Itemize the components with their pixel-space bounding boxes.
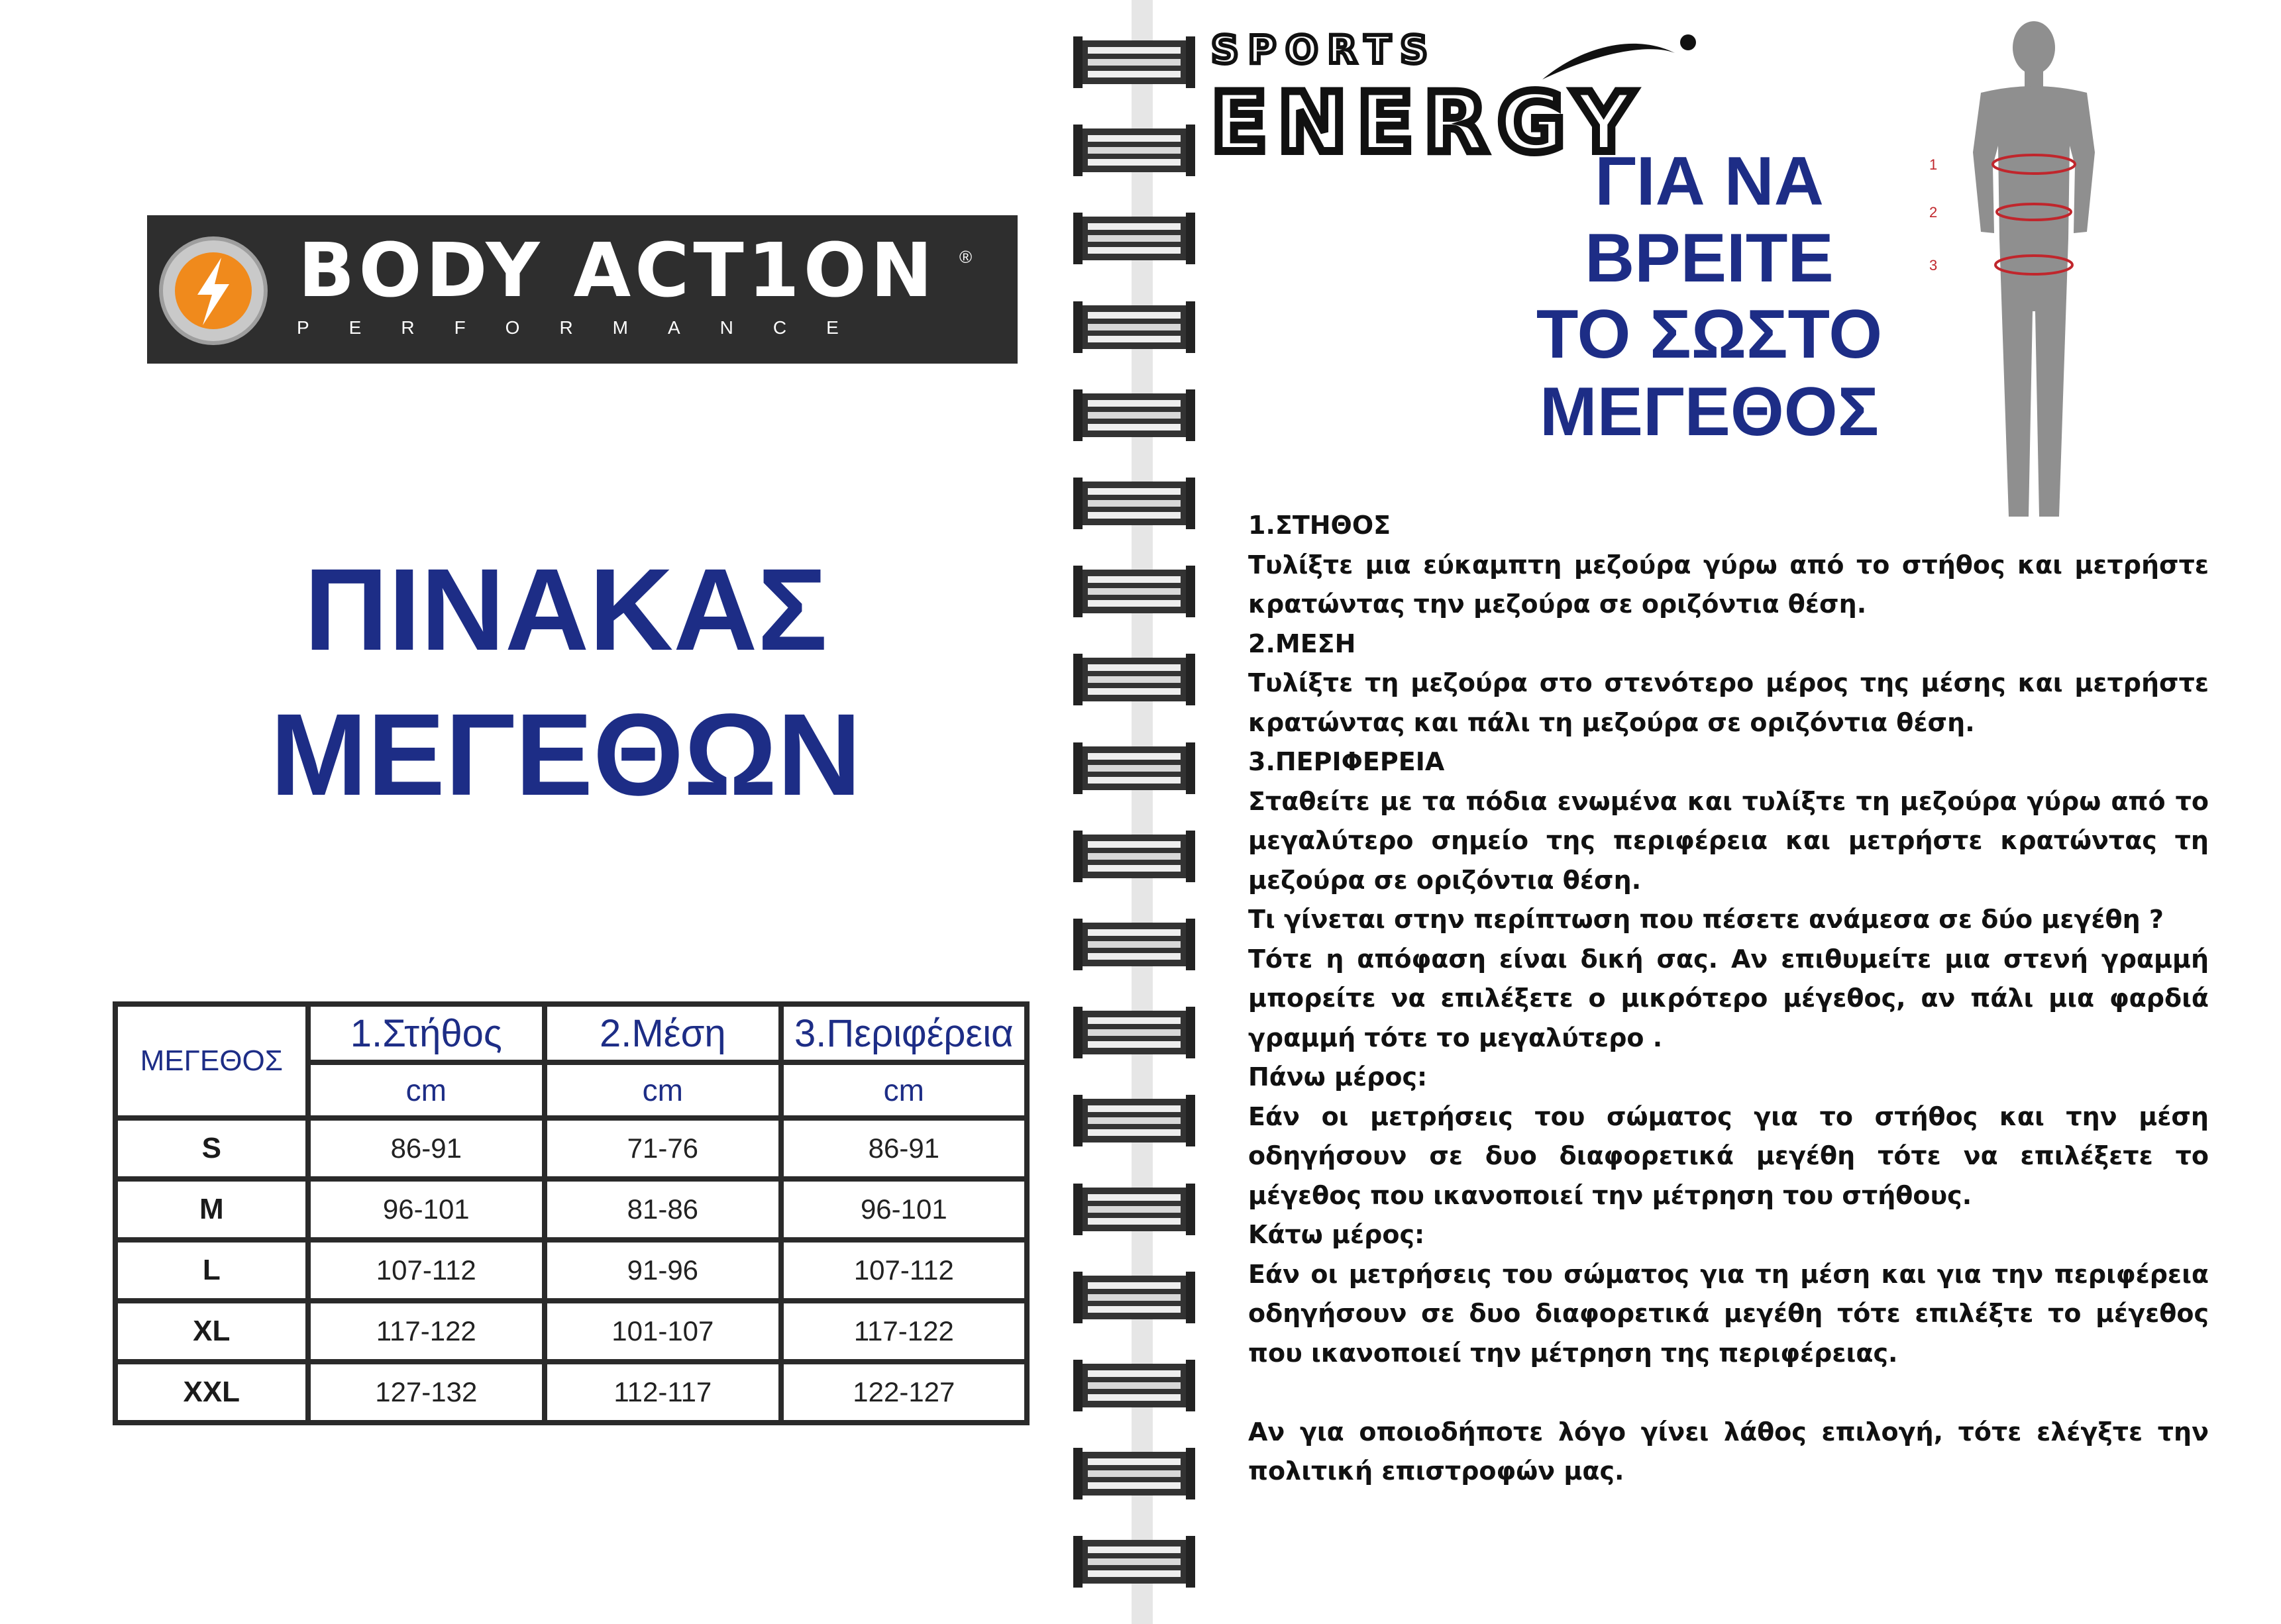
chest-text: Τυλίξτε μια εύκαμπτη μεζούρα γύρω από το στήθος και μετρήστε κρατώντας την μεζούρα σε οριζόντια θέση.: [1248, 550, 2209, 619]
measurement-instructions: [1248, 506, 2209, 1492]
spiral-binding: [1073, 0, 1206, 1624]
hips-unit: cm: [781, 1062, 1027, 1118]
waist-value: 101-107: [545, 1301, 781, 1362]
size-label: S: [115, 1118, 308, 1179]
marker-1: 1: [1929, 156, 1938, 173]
size-label: XXL: [115, 1362, 308, 1423]
spacer: [1248, 1373, 2209, 1413]
page-title-line2: ΜΕΓΕΘΩΝ: [270, 690, 862, 820]
hips-column-header: 3.Περιφέρεια: [781, 1004, 1027, 1062]
spiral-ring: [1073, 654, 1195, 705]
heading-line1: ΓΙΑ ΝΑ: [1595, 143, 1824, 220]
chest-value: 117-122: [308, 1301, 545, 1362]
chest-value: 96-101: [308, 1179, 545, 1240]
spiral-ring: [1073, 301, 1195, 353]
table-header-row: [115, 1004, 1027, 1062]
lightning-bolt-icon: [159, 236, 268, 345]
size-column-header: ΜΕΓΕΘΟΣ: [115, 1004, 308, 1118]
size-chart-table: [113, 1001, 1030, 1425]
sports-energy-logo: [1211, 26, 1807, 171]
table-row: [115, 1301, 1027, 1362]
between-sizes-answer: Τότε η απόφαση είναι δική σας. Αν επιθυμείτε μια στενή γραμμή μπορείτε να επιλέξετε ο μικρότερο μέγεθος, αν πάλι μια φαρδιά γραμμή τότε το μεγαλύτερο .: [1248, 944, 2209, 1052]
logo-energy-text: ENERGY: [1211, 76, 1644, 171]
heading-line4: ΜΕΓΕΘΟΣ: [1539, 374, 1880, 450]
waist-value: 112-117: [545, 1362, 781, 1423]
spiral-ring: [1073, 478, 1195, 529]
marker-3: 3: [1929, 257, 1938, 274]
spiral-ring: [1073, 1272, 1195, 1323]
size-label: L: [115, 1240, 308, 1301]
registered-mark: ®: [959, 247, 973, 267]
hips-text: Σταθείτε με τα πόδια ενωμένα και τυλίξτε τη μεζούρα γύρω από το μεγαλύτερο σημείο της περιφέρεια και μετρήστε κρατώντας τη μεζούρα σε οριζόντια θέση.: [1248, 786, 2209, 895]
spiral-ring: [1073, 36, 1195, 88]
table-row: [115, 1240, 1027, 1301]
waist-unit: cm: [545, 1062, 781, 1118]
hips-value: 96-101: [781, 1179, 1027, 1240]
spiral-ring: [1073, 566, 1195, 617]
size-label: XL: [115, 1301, 308, 1362]
spiral-ring: [1073, 1360, 1195, 1411]
lower-body-text: Εάν οι μετρήσεις του σώματος για τη μέση και για την περιφέρεια οδηγήσουν σε δυο διαφορετικά μεγέθη τότε επιλέξτε το μέγεθος που ικανοποιεί την μέτρηση της περιφέρειας.: [1248, 1259, 2209, 1368]
hips-heading: 3.ΠΕΡΙΦΕΡΕΙΑ: [1248, 747, 1445, 776]
chest-heading: 1.ΣΤΗΘΟΣ: [1248, 511, 1391, 540]
logo-sports-text: SPORTS: [1211, 27, 1437, 72]
table-row: [115, 1362, 1027, 1423]
hips-value: 122-127: [781, 1362, 1027, 1423]
spiral-ring: [1073, 125, 1195, 176]
waist-value: 91-96: [545, 1240, 781, 1301]
between-sizes-question: Τι γίνεται στην περίπτωση που πέσετε ανάμεσα σε δύο μεγέθη ?: [1248, 905, 2164, 934]
chest-value: 127-132: [308, 1362, 545, 1423]
heading-line2: ΒΡΕΙΤΕ: [1585, 220, 1834, 297]
spiral-ring: [1073, 831, 1195, 882]
size-label: M: [115, 1179, 308, 1240]
waist-value: 81-86: [545, 1179, 781, 1240]
spiral-ring: [1073, 742, 1195, 794]
marker-2: 2: [1929, 204, 1938, 221]
chest-unit: cm: [308, 1062, 545, 1118]
hips-value: 86-91: [781, 1118, 1027, 1179]
spiral-ring: [1073, 1095, 1195, 1146]
waist-column-header: 2.Μέση: [545, 1004, 781, 1062]
waist-heading: 2.ΜΕΣΗ: [1248, 629, 1356, 658]
table-row: [115, 1118, 1027, 1179]
waist-value: 71-76: [545, 1118, 781, 1179]
heading-line3: ΤΟ ΣΩΣΤΟ: [1536, 296, 1883, 373]
body-measurement-figure: [1921, 13, 2120, 517]
spiral-ring: [1073, 1448, 1195, 1499]
spiral-ring: [1073, 213, 1195, 264]
table-row: [115, 1179, 1027, 1240]
spiral-ring: [1073, 1007, 1195, 1058]
hips-value: 107-112: [781, 1240, 1027, 1301]
upper-body-text: Εάν οι μετρήσεις του σώματος για το στήθος και την μέση οδηγήσουν σε δυο διαφορετικά μεγέθη τότε να επιλέξετε το μέγεθος που ικανοποιεί την μέτρηση του στήθους.: [1248, 1101, 2209, 1210]
logo-subtitle: PERFORMANCE: [297, 317, 878, 338]
logo-brand-text: BODY ACT1ON: [298, 228, 937, 314]
chest-value: 107-112: [308, 1240, 545, 1301]
spiral-ring: [1073, 389, 1195, 441]
spiral-ring: [1073, 919, 1195, 970]
upper-body-heading: Πάνω μέρος:: [1248, 1062, 1428, 1091]
spiral-ring: [1073, 1536, 1195, 1588]
hips-value: 117-122: [781, 1301, 1027, 1362]
page-title-line1: ΠΙΝΑΚΑΣ: [303, 545, 828, 675]
chest-column-header: 1.Στήθος: [308, 1004, 545, 1062]
spiral-ring: [1073, 1184, 1195, 1235]
waist-text: Τυλίξτε τη μεζούρα στο στενότερο μέρος της μέσης και μετρήστε κρατώντας και πάλι τη μεζούρα σε οριζόντια θέση.: [1248, 668, 2209, 737]
body-action-logo: [147, 215, 1018, 364]
lower-body-heading: Κάτω μέρος:: [1248, 1220, 1425, 1249]
chest-value: 86-91: [308, 1118, 545, 1179]
returns-text: Αν για οποιοδήποτε λόγο γίνει λάθος επιλογή, τότε ελέγξτε την πολιτική επιστροφών μας.: [1248, 1417, 2209, 1486]
